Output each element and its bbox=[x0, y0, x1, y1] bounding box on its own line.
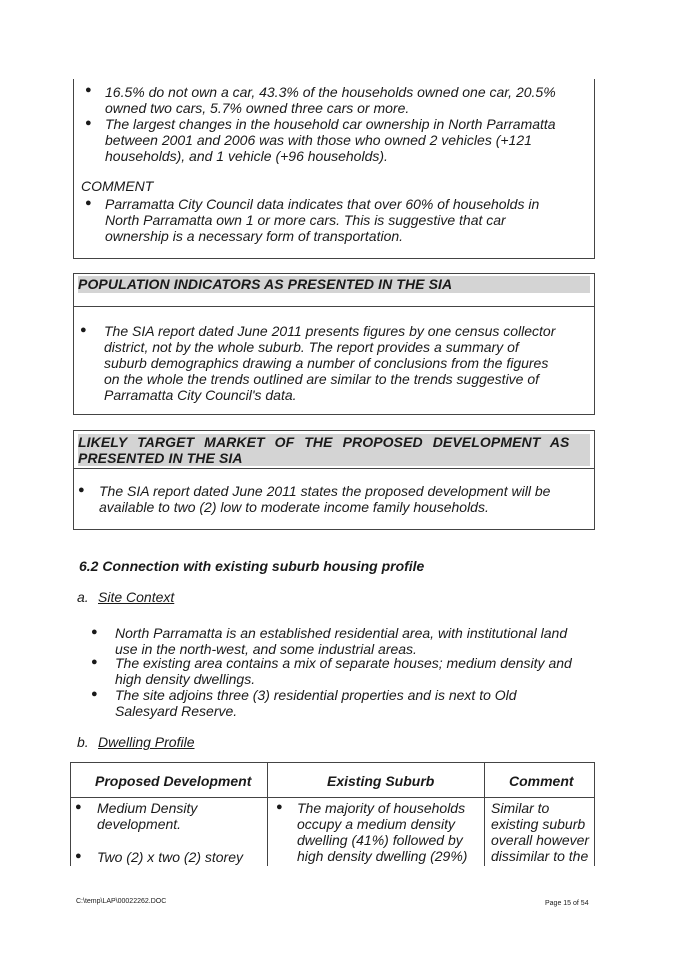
table-header-comment: Comment bbox=[509, 773, 574, 789]
bullet-icon: ● bbox=[85, 197, 92, 209]
comment-heading: COMMENT bbox=[81, 178, 154, 194]
target-market-heading-line2: PRESENTED IN THE SIA bbox=[78, 450, 590, 466]
bullet-icon: ● bbox=[80, 324, 87, 336]
bullet-icon: ● bbox=[276, 801, 283, 813]
table-cell-proposed-2: Two (2) x two (2) storey bbox=[97, 849, 243, 865]
table-cell-proposed-1: Medium Density development. bbox=[97, 800, 198, 832]
car-ownership-bullet-1: 16.5% do not own a car, 43.3% of the households owned one car, 20.5% owned two cars, 5.7% owned three cars or more. bbox=[105, 84, 556, 116]
table-header-existing: Existing Suburb bbox=[327, 773, 435, 789]
site-context-bullet-1: North Parramatta is an established residential area, with institutional land use in the north-west, and some industrial areas. bbox=[115, 625, 568, 657]
bullet-icon: ● bbox=[75, 850, 82, 862]
divider bbox=[73, 468, 595, 469]
table-header-proposed: Proposed Development bbox=[95, 773, 252, 789]
footer-file-path: C:\temp\LAP\00022262.DOC bbox=[76, 898, 167, 905]
table-cell-comment: Similar to existing suburb overall however dissimilar to the bbox=[491, 800, 590, 864]
footer-page-number: Page 15 of 54 bbox=[545, 900, 589, 907]
site-context-bullet-2: The existing area contains a mix of separate houses; medium density and high density dwellings. bbox=[115, 655, 572, 687]
bullet-icon: ● bbox=[78, 484, 85, 496]
population-indicators-bullet: The SIA report dated June 2011 presents figures by one census collector district, not by the whole suburb. The report provides a summary of suburb demographics drawing a number of conclusions from the figures on the whole the trends outlined are similar to the trends suggestive of Parramatta City Council's data. bbox=[104, 323, 556, 403]
target-market-heading-line1: LIKELY TARGET MARKET OF THE PROPOSED DEVELOPMENT AS bbox=[78, 434, 590, 450]
population-indicators-heading: POPULATION INDICATORS AS PRESENTED IN THE SIA bbox=[78, 276, 590, 293]
subsection-b-title: Dwelling Profile bbox=[98, 734, 195, 750]
table-col-divider bbox=[484, 762, 485, 866]
bullet-icon: ● bbox=[85, 117, 92, 129]
table-cell-existing: The majority of households occupy a medium density dwelling (41%) followed by high density dwelling (29%) bbox=[297, 800, 468, 864]
bullet-icon: ● bbox=[91, 656, 98, 668]
bullet-icon: ● bbox=[85, 84, 92, 96]
table-header-divider bbox=[70, 797, 595, 798]
table-col-divider bbox=[267, 762, 268, 866]
subsection-a-title: Site Context bbox=[98, 589, 175, 605]
comment-bullet: Parramatta City Council data indicates that over 60% of households in North Parramatta own 1 or more cars. This is suggestive that car ownership is a necessary form of transportation. bbox=[105, 196, 540, 244]
car-ownership-bullet-2: The largest changes in the household car ownership in North Parramatta between 2001 and 2006 was with those who owned 2 vehicles (+121 households), and 1 vehicle (+96 households). bbox=[105, 116, 556, 164]
divider bbox=[73, 306, 595, 307]
subsection-b-label: b. bbox=[77, 734, 89, 750]
site-context-bullet-3: The site adjoins three (3) residential properties and is next to Old Salesyard Reserve. bbox=[115, 687, 517, 719]
target-market-bullet: The SIA report dated June 2011 states the proposed development will be available to two (2) low to moderate income family households. bbox=[99, 483, 551, 515]
bullet-icon: ● bbox=[75, 801, 82, 813]
section-title: 6.2 Connection with existing suburb housing profile bbox=[79, 558, 425, 574]
subsection-a-label: a. bbox=[77, 589, 89, 605]
bullet-icon: ● bbox=[91, 688, 98, 700]
bullet-icon: ● bbox=[91, 626, 98, 638]
